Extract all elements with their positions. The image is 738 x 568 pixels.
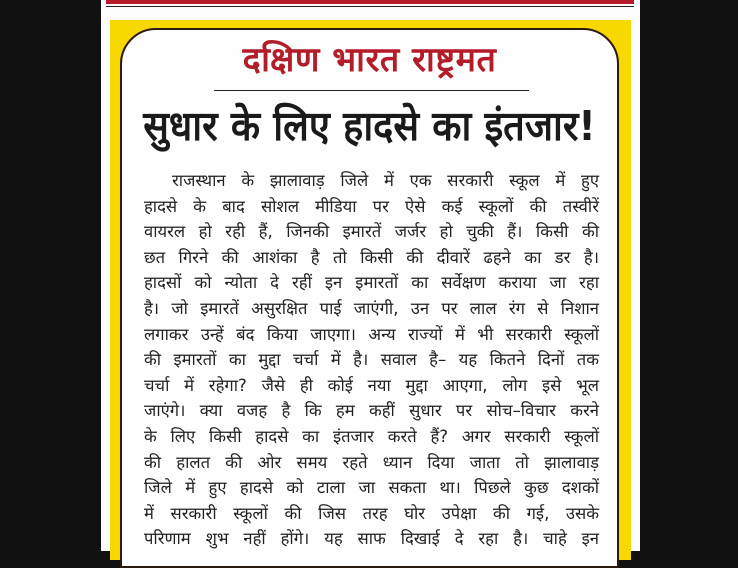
article-line: जिले में हुए हादसे को टाला जा सकता था। पिछले कुछ दशकों xyxy=(144,478,599,498)
top-red-bar xyxy=(106,0,634,4)
article-line: वायरल हो रही हैं, जिनकी इमारतें जर्जर हो चुकी हैं। किसी की xyxy=(144,222,599,242)
article-line: लगाकर उन्हें बंद किया जाएगा। अन्य राज्यों में भी सरकारी स्कूलों xyxy=(144,324,599,344)
article-line: हादसों को न्योता दे रहीं इन इमारतों का सर्वेक्षण कराया जा रहा xyxy=(144,273,599,293)
newspaper-page xyxy=(101,0,640,551)
article-body xyxy=(144,168,599,552)
article-line: है। जो इमारतें असुरक्षित पाई जाएंगी, उन पर लाल रंग से निशान xyxy=(144,298,599,318)
article-line: जाएंगे। क्या वजह है कि हम कहीं सुधार पर सोच–विचार करने xyxy=(144,401,599,421)
masthead-divider xyxy=(214,90,529,91)
article-line: की इमारतों का मुद्दा चर्चा में है। सवाल है– यह कितने दिनों तक xyxy=(144,350,599,370)
article-line: राजस्थान के झालावाड़ जिले में एक सरकारी स्कूल में हुए xyxy=(172,171,599,190)
article-line: परिणाम शुभ नहीं होंगे। यह साफ दिखाई दे रहा है। चाहे इन xyxy=(144,529,599,549)
article-line: छत गिरने की आशंका है तो किसी की दीवारें ढहने का डर है। xyxy=(144,247,599,267)
article-line: के लिए किसी हादसे का इंतजार करते हैं? अगर सरकारी स्कूलों xyxy=(144,426,599,446)
top-divider xyxy=(106,6,634,7)
article-line: में सरकारी स्कूलों की जिस तरह घोर उपेक्षा की गई, उसके xyxy=(144,503,599,523)
article-headline: सुधार के लिए हादसे का इंतजार! xyxy=(143,102,596,150)
masthead-title: दक्षिण भारत राष्ट्रमत xyxy=(242,40,497,80)
article-line: की हालत की ओर समय रहते ध्यान दिया जाता तो झालावाड़ xyxy=(144,452,599,472)
article-line: हादसे के बाद सोशल मीडिया पर ऐसे कई स्कूलों की तस्वीरें xyxy=(144,196,599,216)
article-line: चर्चा में रहेगा? जैसे ही कोई नया मुद्दा आएगा, लोग इसे भूल xyxy=(144,375,599,395)
article-box xyxy=(120,28,619,568)
